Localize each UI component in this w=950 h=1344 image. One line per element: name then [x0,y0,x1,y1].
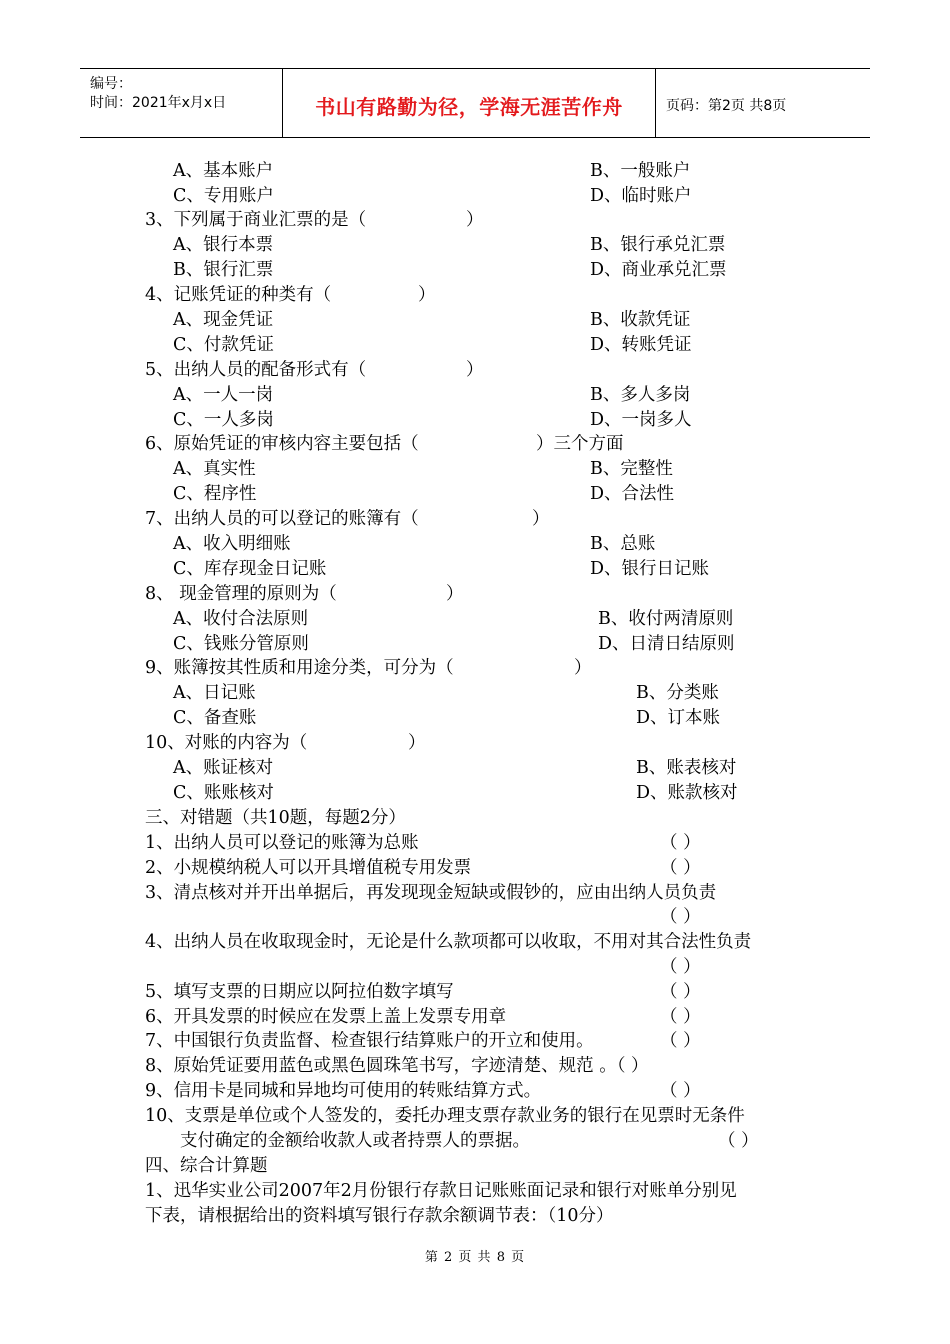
statement-text: 3、清点核对并开出单据后，再发现现金短缺或假钞的，应由出纳人员负责 [145,883,717,903]
option-text: A、现金凭证 [173,310,274,330]
statement-text: 支付确定的金额给收款人或者持票人的票据。 [180,1131,530,1151]
answer-paren: ） [418,285,436,305]
option-text: B、收付两清原则 [598,609,734,629]
option-text: C、钱账分管原则 [173,634,309,654]
option-text: D、银行日记账 [590,559,710,579]
question-text: 7、出纳人员的可以登记的账簿有（ [145,509,419,529]
option-text: A、一人一岗 [173,385,274,405]
answer-paren: ） [466,360,484,380]
question-text: 3、下列属于商业汇票的是（ [145,210,367,230]
question-text: 5、出纳人员的配备形式有（ [145,360,367,380]
option-text: A、银行本票 [173,235,274,255]
option-text: A、基本账户 [173,161,274,181]
section-heading: 三、对错题（共10题，每题2分） [145,808,406,828]
header-motto-cell [283,69,656,137]
option-text: A、日记账 [173,683,256,703]
answer-paren: ） [532,509,550,529]
statement-text: 2、小规模纳税人可以开具增值税专用发票 [145,858,472,878]
option-text: A、账证核对 [173,758,274,778]
option-text: D、订本账 [636,708,721,728]
problem-text: 1、迅华实业公司2007年2月份银行存款日记账账面记录和银行对账单分别见 [145,1181,737,1201]
option-text: D、账款核对 [636,783,738,803]
statement-text: 8、原始凭证要用蓝色或黑色圆珠笔书写，字迹清楚、规范 。（ ） [145,1056,649,1076]
option-text: B、收款凭证 [590,310,691,330]
option-text: D、临时账户 [590,186,692,206]
option-text: C、付款凭证 [173,335,274,355]
answer-paren: （ ） [660,833,701,853]
question-text: 6、原始凭证的审核内容主要包括（ [145,434,419,454]
answer-paren: （ ） [660,858,701,878]
answer-paren: ） [466,210,484,230]
question-text: 8、 现金管理的原则为（ [145,584,337,604]
doc-id-label: 编号： [90,76,132,92]
doc-date-label: 时间：2021年x月x日 [90,95,227,111]
question-text: 9、账簿按其性质和用途分类，可分为（ [145,658,454,678]
motto-text: 书山有路勤为径，学海无涯苦作舟 [315,95,623,119]
answer-paren: （ ） [660,907,701,927]
statement-text: 6、开具发票的时候应在发票上盖上发票专用章 [145,1007,507,1027]
header-meta-cell [80,69,283,137]
option-text: B、银行汇票 [173,260,274,280]
option-text: A、真实性 [173,459,256,479]
section-heading: 四、综合计算题 [145,1156,268,1176]
option-text: C、备查账 [173,708,257,728]
option-text: C、账账核对 [173,783,274,803]
answer-paren: （ ） [660,1007,701,1027]
option-text: D、日清日结原则 [598,634,735,654]
option-text: D、转账凭证 [590,335,692,355]
option-text: B、分类账 [636,683,719,703]
option-text: B、总账 [590,534,656,554]
statement-text: 10、支票是单位或个人签发的，委托办理支票存款业务的银行在见票时无条件 [145,1106,745,1126]
option-text: D、合法性 [590,484,675,504]
header-page-cell [656,69,870,137]
option-text: B、一般账户 [590,161,691,181]
answer-paren: （ ） [718,1131,759,1151]
option-text: C、库存现金日记账 [173,559,327,579]
option-text: A、收入明细账 [173,534,291,554]
option-text: C、一人多岗 [173,410,274,430]
option-text: C、专用账户 [173,186,274,206]
option-text: A、收付合法原则 [173,609,309,629]
answer-paren: （ ） [660,957,701,977]
answer-paren: ） [446,584,464,604]
statement-text: 5、填写支票的日期应以阿拉伯数字填写 [145,982,454,1002]
statement-text: 7、中国银行负责监督、检查银行结算账户的开立和使用。 [145,1031,594,1051]
page-header [80,68,870,138]
page-number-label: 页码：第2页 共8页 [666,98,787,114]
statement-text: 4、出纳人员在收取现金时，无论是什么款项都可以收取，不用对其合法性负责 [145,932,752,952]
problem-text: 下表，请根据给出的资料填写银行存款余额调节表：（10分） [145,1206,614,1226]
option-text: B、银行承兑汇票 [590,235,726,255]
option-text: D、商业承兑汇票 [590,260,727,280]
option-text: B、账表核对 [636,758,737,778]
answer-paren: （ ） [660,982,701,1002]
page-footer: 第 2 页 共 8 页 [424,1250,526,1265]
statement-text: 1、出纳人员可以登记的账簿为总账 [145,833,419,853]
answer-paren: ） [408,733,426,753]
option-text: B、完整性 [590,459,673,479]
question-text: 10、对账的内容为（ [145,733,308,753]
option-text: B、多人多岗 [590,385,691,405]
option-text: D、一岗多人 [590,410,692,430]
answer-paren: ）三个方面 [536,434,624,454]
question-text: 4、记账凭证的种类有（ [145,285,332,305]
statement-text: 9、信用卡是同城和异地均可使用的转账结算方式。 [145,1081,542,1101]
answer-paren: （ ） [660,1081,701,1101]
answer-paren: （ ） [660,1031,701,1051]
option-text: C、程序性 [173,484,257,504]
answer-paren: ） [574,658,592,678]
